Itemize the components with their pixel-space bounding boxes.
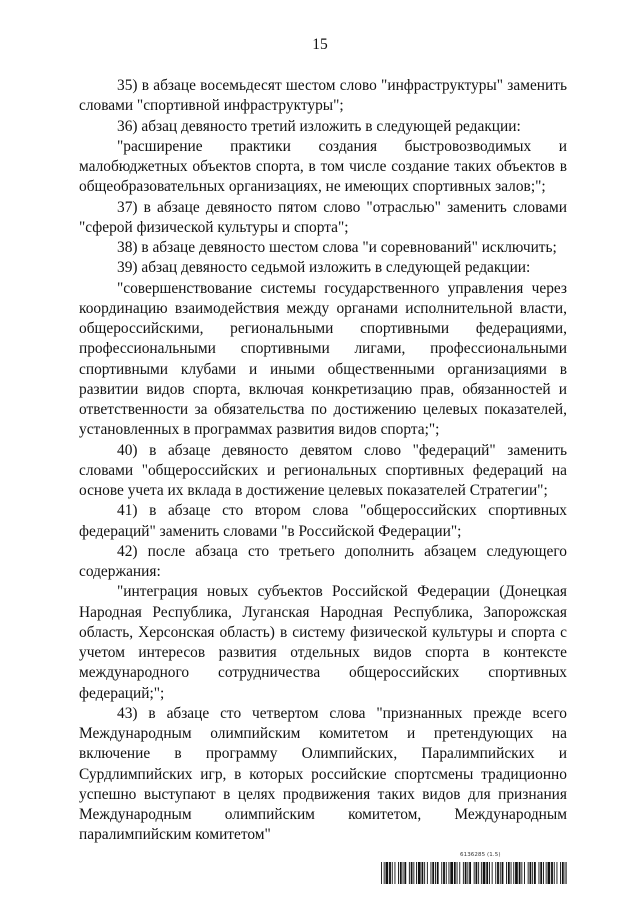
paragraph-42-text: "интеграция новых субъектов Российской Федерации (Донецкая Народная Республика, Луганская Народная Республика, Запорожская область, Херсонская область) в систему физической культуры и спорта с учетом интересов развития отдельных видов спорта в контексте международного сотрудничества общероссийских спортивных федераций;"; xyxy=(79,583,567,702)
document-code: 6136285 (1.5) xyxy=(460,852,501,858)
document-body xyxy=(79,76,567,846)
paragraph-42: 42) после абзаца сто третьего дополнить абзацем следующего содержания: xyxy=(79,542,567,580)
barcode-icon xyxy=(381,862,567,884)
paragraph-38: 38) в абзаце девяносто шестом слова "и соревнований" исключить; xyxy=(117,239,557,256)
paragraph-36-text: "расширение практики создания быстровозводимых и малобюджетных объектов спорта, в том числе создание таких объектов в общеобразовательных организациях, не имеющих спортивных залов;"; xyxy=(79,137,567,196)
paragraph-39: 39) абзац девяносто седьмой изложить в следующей редакции: xyxy=(117,259,531,277)
paragraph-35: 35) в абзаце восемьдесят шестом слово "инфраструктуры" заменить словами "спортивной инфраструктуры"; xyxy=(79,77,567,115)
paragraph-39-text: "совершенствование системы государственного управления через координацию взаимодействия между органами исполнительной власти, общероссийскими, региональными спортивными федерациями, профессиональными спортивными лигами, профессиональными спортивными клубами и иными общественными организациями в развитии видов спорта, включая конкретизацию прав, обязанностей и ответственности за обязательства по достижению целевых показателей, установленных в программах развития видов спорта;"; xyxy=(79,279,567,439)
paragraph-36: 36) абзац девяносто третий изложить в следующей редакции: xyxy=(117,117,521,135)
paragraph-37: 37) в абзаце девяносто пятом слово "отраслью" заменить словами "сферой физической культуры и спорта"; xyxy=(79,198,567,236)
paragraph-41: 41) в абзаце сто втором слова "общероссийских спортивных федераций" заменить словами "в Российской Федерации"; xyxy=(79,502,567,540)
paragraph-40: 40) в абзаце девяносто девятом слово "федераций" заменить словами "общероссийских и региональных спортивных федераций на основе учета их вклада в достижение целевых показателей Стратегии"; xyxy=(79,441,567,499)
paragraph-43: 43) в абзаце сто четвертом слова "признанных прежде всего Международным олимпийским комитетом и претендующих на включение в программу Олимпийских, Паралимпийских и Сурдлимпийских игр, в которых российские спортсмены традиционно успешно выступают в целях продвижения таких видов для признания Международным олимпийским комитетом, Международным паралимпийским комитетом" xyxy=(79,704,567,844)
page-number: 15 xyxy=(312,36,328,53)
